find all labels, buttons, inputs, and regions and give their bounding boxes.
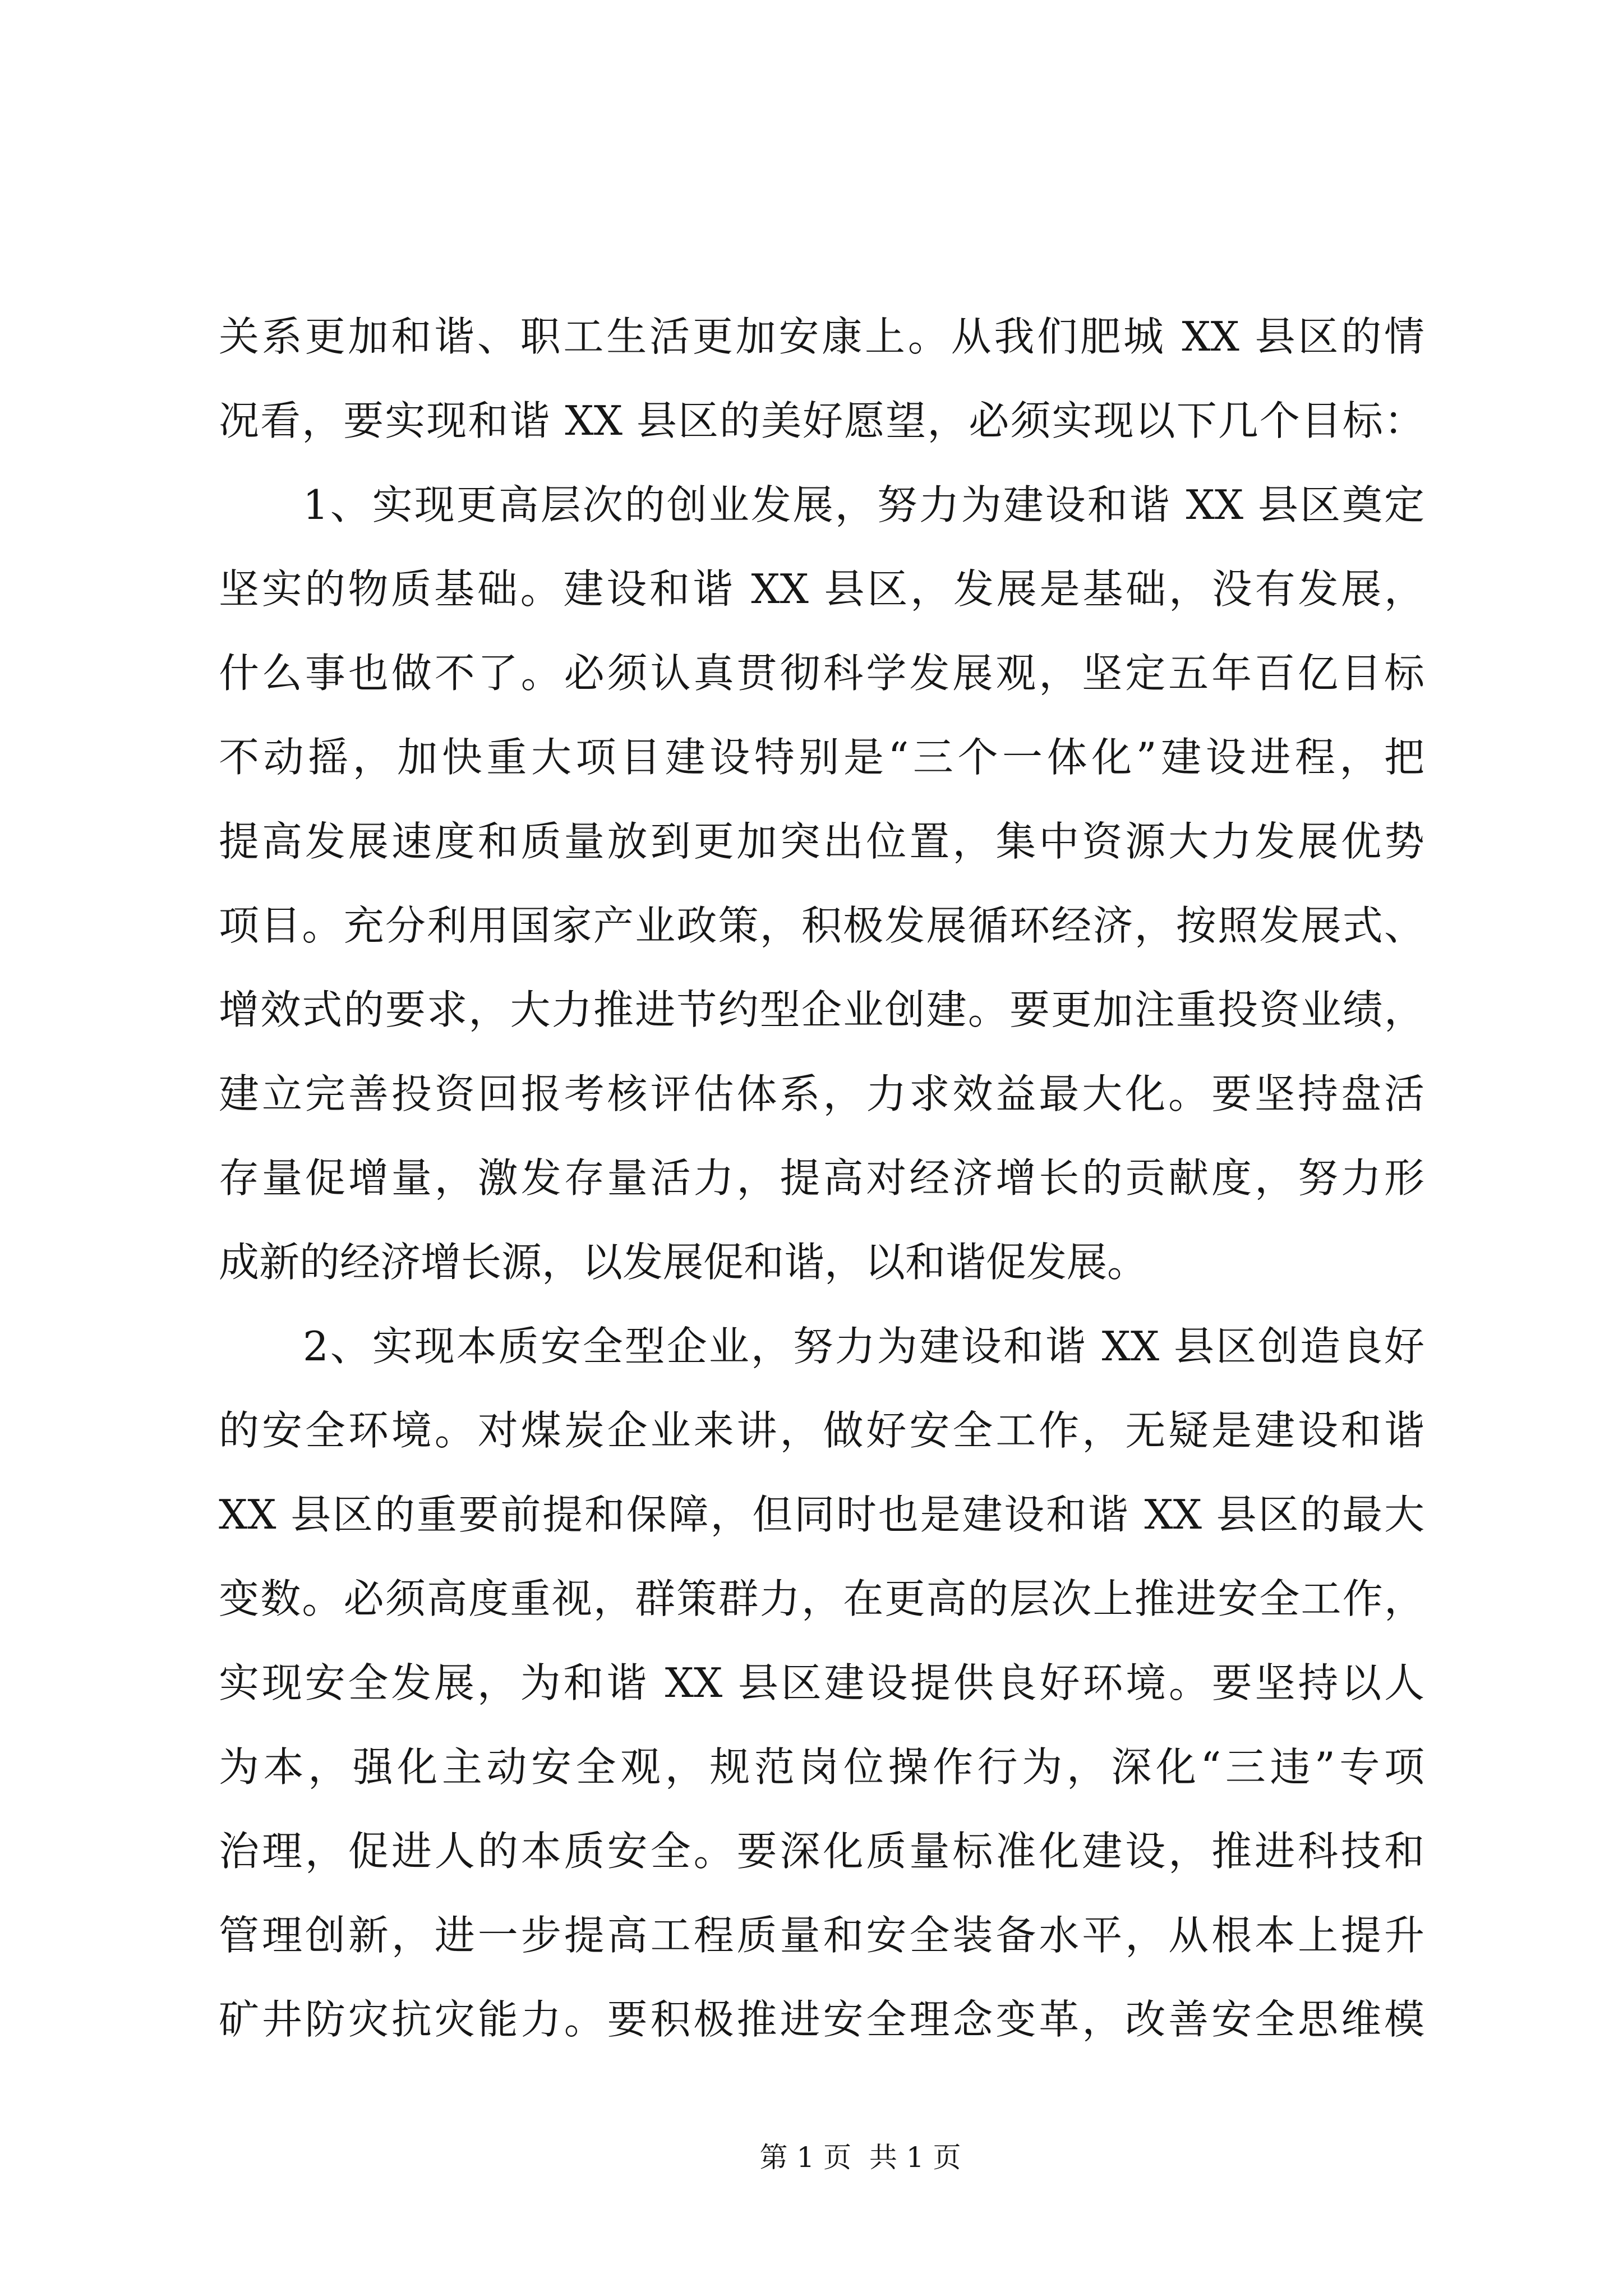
text-line: 建立完善投资回报考核评估体系，力求效益最大化。要坚持盘活: [219, 1070, 1424, 1117]
text-line: 关系更加和谐、职工生活更加安康上。从我们肥城 XX 县区的情: [219, 313, 1424, 360]
text-line: 矿井防灾抗灾能力。要积极推进安全理念变革，改善安全思维模: [219, 1996, 1424, 2043]
text-line: 增效式的要求，大力推进节约型企业创建。要更加注重投资业绩，: [219, 986, 1424, 1033]
text-line: 成新的经济增长源，以发展促和谐，以和谐促发展。: [219, 1239, 1148, 1286]
paragraph-continuation: [219, 295, 1424, 463]
text-line: 实现安全发展，为和谐 XX 县区建设提供良好环境。要坚持以人: [219, 1659, 1424, 1706]
text-line: 为本，强化主动安全观，规范岗位操作行为，深化“三违”专项: [219, 1743, 1424, 1791]
text-line: 存量促增量，激发存量活力，提高对经济增长的贡献度，努力形: [219, 1154, 1424, 1202]
text-line: 项目。充分利用国家产业政策，积极发展循环经济，按照发展式、: [219, 902, 1424, 949]
text-line: XX 县区的重要前提和保障，但同时也是建设和谐 XX 县区的最大: [219, 1491, 1424, 1538]
text-line: 的安全环境。对煤炭企业来讲，做好安全工作，无疑是建设和谐: [219, 1407, 1424, 1454]
text-line: 提高发展速度和质量放到更加突出位置，集中资源大力发展优势: [219, 818, 1424, 865]
text-line: 治理，促进人的本质安全。要深化质量标准化建设，推进科技和: [219, 1828, 1424, 1875]
page-number-footer: 第 1 页 共 1 页: [759, 2141, 961, 2174]
text-line: 管理创新，进一步提高工程质量和安全装备水平，从根本上提升: [219, 1912, 1424, 1959]
text-line: 不动摇，加快重大项目建设特别是“三个一体化”建设进程，把: [219, 734, 1424, 781]
text-line: 变数。必须高度重视，群策群力，在更高的层次上推进安全工作，: [219, 1575, 1424, 1622]
paragraph-goal-2: [219, 1304, 1424, 2062]
text-line: 2、实现本质安全型企业，努力为建设和谐 XX 县区创造良好: [303, 1323, 1424, 1370]
paragraph-goal-1: [219, 463, 1424, 1304]
document-body: [219, 295, 1424, 2062]
text-line: 什么事也做不了。必须认真贯彻科学发展观，坚定五年百亿目标: [219, 650, 1424, 697]
text-line: 1、实现更高层次的创业发展，努力为建设和谐 XX 县区奠定: [303, 481, 1424, 528]
text-line: 况看，要实现和谐 XX 县区的美好愿望，必须实现以下几个目标：: [219, 397, 1424, 444]
text-line: 坚实的物质基础。建设和谐 XX 县区，发展是基础，没有发展，: [219, 565, 1424, 613]
